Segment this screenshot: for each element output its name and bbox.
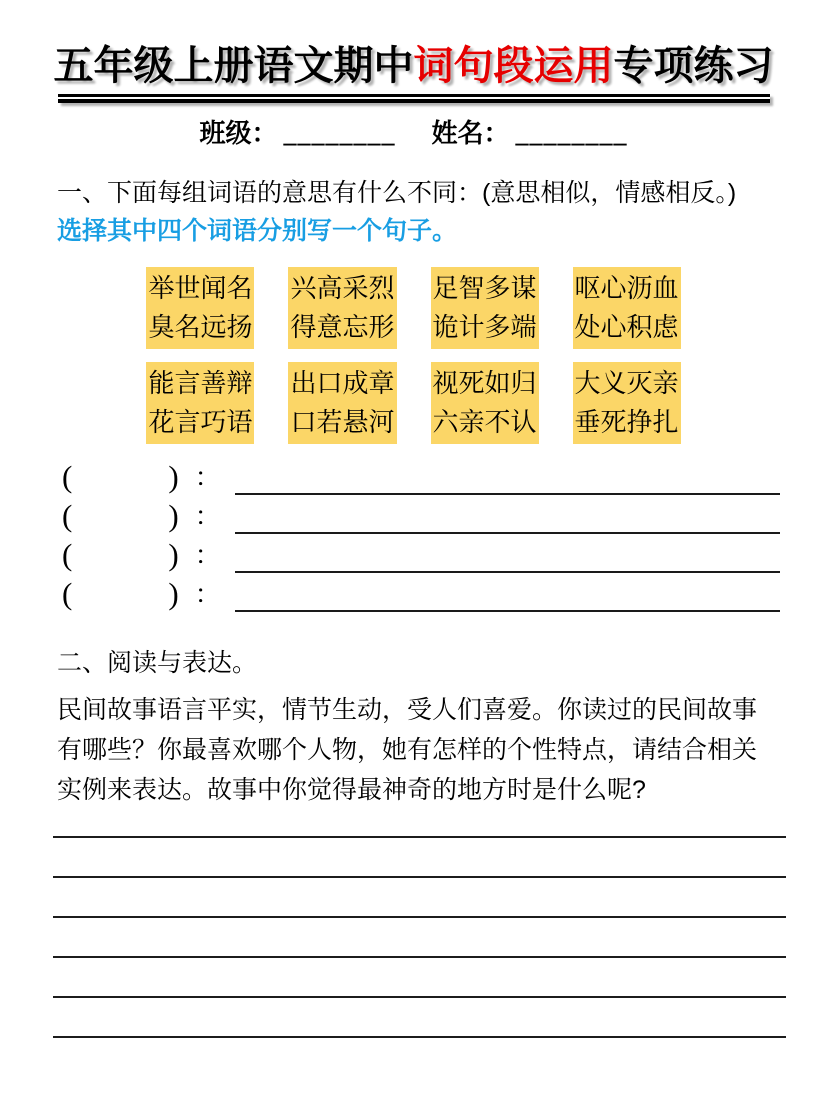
- word-groups-row-1: [146, 267, 680, 349]
- paragraph-line-1: 民间故事语言平实，情节生动，受人们喜爱。你读过的民间故事: [57, 696, 758, 724]
- word: 足智多谋: [432, 273, 537, 303]
- paragraph-line-3: 实例来表达。故事中你觉得最神奇的地方时是什么呢?: [57, 776, 646, 804]
- close-paren: ): [168, 537, 179, 572]
- section2-heading: 二、阅读与表达。: [57, 649, 258, 677]
- close-paren: ): [168, 498, 179, 533]
- paragraph-line-2: 有哪些？你最喜欢哪个人物，她有怎样的个性特点，请结合相关: [57, 736, 758, 764]
- word: 得意忘形: [290, 312, 395, 342]
- open-paren: (: [62, 459, 73, 494]
- word: 能言善辩: [148, 368, 253, 398]
- word-group-7: [431, 362, 539, 444]
- section1-heading: 一、下面每组词语的意思有什么不同：(意思相似，情感相反。): [57, 179, 737, 207]
- word: 垂死挣扎: [574, 407, 679, 437]
- name-blank[interactable]: ________: [515, 119, 628, 148]
- writing-line-1[interactable]: [53, 810, 786, 838]
- colon: ：: [194, 580, 221, 609]
- colon: ：: [194, 541, 221, 570]
- word: 处心积虑: [574, 312, 679, 342]
- word: 花言巧语: [148, 407, 253, 437]
- answer-rows: [62, 456, 780, 612]
- answer-blank-3[interactable]: [235, 545, 780, 573]
- word: 呕心沥血: [574, 273, 679, 303]
- open-paren: (: [62, 576, 73, 611]
- word: 六亲不认: [432, 407, 537, 437]
- class-field: [199, 117, 395, 150]
- word: 出口成章: [290, 368, 395, 398]
- title-prefix: 五年级上册语文期中: [53, 44, 414, 88]
- word: 诡计多端: [432, 312, 537, 342]
- page-title: [0, 0, 827, 90]
- section1-subheading: 选择其中四个词语分别写一个句子。: [57, 217, 458, 245]
- word-group-2: [288, 267, 396, 349]
- word-group-4: [573, 267, 681, 349]
- word-group-1: [146, 267, 254, 349]
- word: 口若悬河: [290, 407, 395, 437]
- writing-line-4[interactable]: [53, 918, 786, 958]
- answer-blank-2[interactable]: [235, 506, 780, 534]
- close-paren: ): [168, 576, 179, 611]
- word-group-8: [573, 362, 681, 444]
- name-label: 姓名：: [431, 119, 510, 148]
- word-group-5: [146, 362, 254, 444]
- word: 大义灭亲: [574, 368, 679, 398]
- title-highlight: 词句段运用: [413, 44, 614, 88]
- open-paren: (: [62, 537, 73, 572]
- name-field: [432, 117, 628, 150]
- answer-row-2: [62, 495, 780, 534]
- writing-line-3[interactable]: [53, 878, 786, 918]
- word-group-3: [431, 267, 539, 349]
- word-groups-row-2: [146, 362, 680, 444]
- close-paren: ): [168, 459, 179, 494]
- word: 臭名远扬: [148, 312, 253, 342]
- colon: ：: [194, 463, 221, 492]
- title-divider-rule: [58, 94, 770, 103]
- word-groups-grid: [0, 267, 827, 444]
- answer-blank-4[interactable]: [235, 584, 780, 612]
- writing-line-6[interactable]: [53, 998, 786, 1038]
- word: 兴高采烈: [290, 273, 395, 303]
- answer-row-3: [62, 534, 780, 573]
- word: 视死如归: [432, 368, 537, 398]
- colon: ：: [194, 502, 221, 531]
- word-group-6: [288, 362, 396, 444]
- student-info-row: [0, 117, 827, 150]
- answer-row-4: [62, 573, 780, 612]
- class-blank[interactable]: ________: [283, 119, 396, 148]
- word: 举世闻名: [148, 273, 253, 303]
- writing-line-5[interactable]: [53, 958, 786, 998]
- answer-blank-1[interactable]: [235, 467, 780, 495]
- answer-row-1: [62, 456, 780, 495]
- section2-paragraph: [57, 690, 797, 810]
- writing-line-2[interactable]: [53, 838, 786, 878]
- open-paren: (: [62, 498, 73, 533]
- writing-lines: [53, 810, 786, 1038]
- class-label: 班级：: [199, 119, 278, 148]
- title-suffix: 专项练习: [613, 44, 774, 88]
